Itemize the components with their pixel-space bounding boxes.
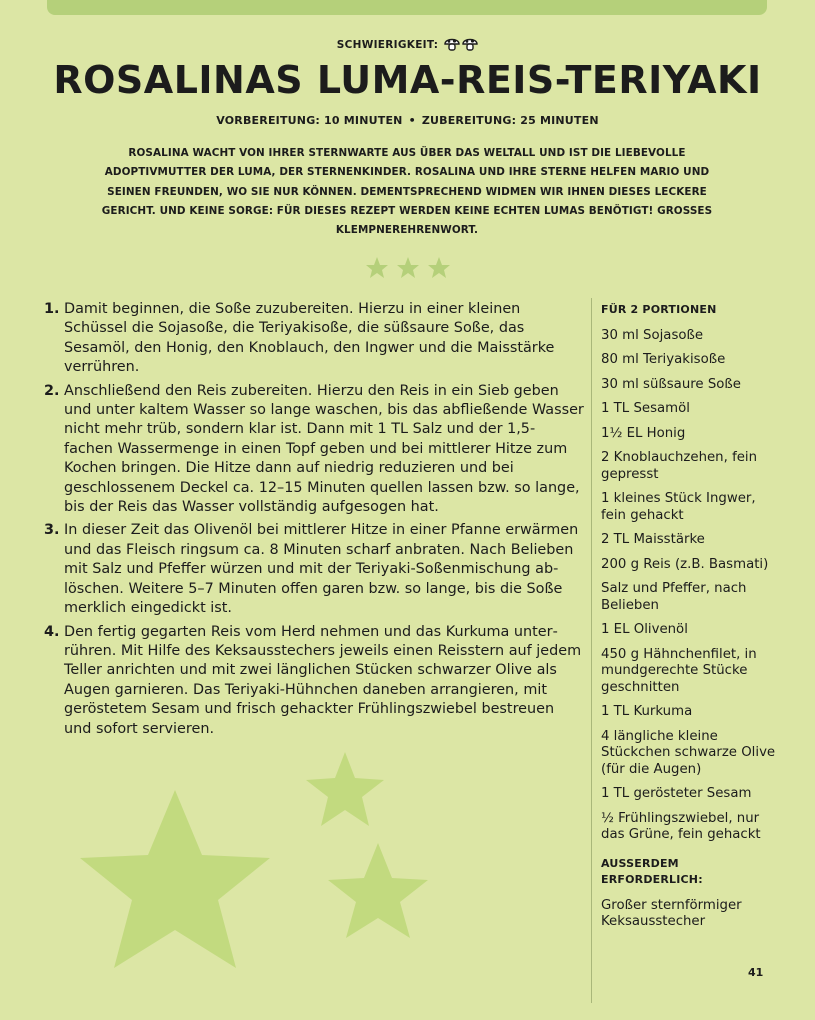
decorative-stars xyxy=(361,254,456,282)
ingredients-heading: FÜR 2 PORTIONEN xyxy=(601,303,717,316)
step-text: In dieser Zeit das Olivenöl bei mittlerer Hitze in einer Pfanne erwärmen und das Fleisch ringsum ca. 8 Minuten scharf anbraten. Nach Belieben mit Salz und Pfeffer würzen und mit der Teriyaki-Soßenmischung ablöschen. Weitere 5–7 Minuten offen garen bzw. so lange, bis die Soße merklich eingedickt ist. xyxy=(64,522,579,617)
step-number: 1. xyxy=(44,301,60,317)
ingredient-item: 30 ml Sojasoße xyxy=(601,327,704,343)
cook-time: ZUBEREITUNG: 25 MINUTEN xyxy=(421,114,599,127)
ingredient-item: 2 Knoblauchzehen, fein gepresst xyxy=(601,450,758,482)
time-info xyxy=(0,114,815,127)
mushroom-icon xyxy=(462,36,478,54)
ingredient-item: Salz und Pfeffer, nach Belieben xyxy=(601,581,747,613)
difficulty-label: SCHWIERIGKEIT: xyxy=(336,39,439,51)
ingredient-item: 80 ml Teriyakisoße xyxy=(601,352,726,367)
time-separator: • xyxy=(408,114,416,127)
step-item xyxy=(44,521,584,618)
ingredient-item: 200 g Reis (z.B. Basmati) xyxy=(601,556,769,572)
step-text: Den fertig gegarten Reis vom Herd nehmen und das Kurkuma unterrühren. Mit Hilfe des Keksausstechers jeweils einen Reisstern auf jedem Teller anrichten und mit zwei länglichen Stücken schwarzer Olive als Augen garnieren. Das Teriyaki-Hühnchen daneben arrangieren, mit geröstetem Sesam und frisch gehackter Frühlingszwiebel bestreuen und sofort servieren. xyxy=(64,623,582,737)
step-item xyxy=(44,623,584,739)
ingredient-item: 450 g Hähnchenfilet, in mundgerechte Stücke geschnitten xyxy=(601,646,757,695)
star-icon xyxy=(366,257,388,278)
star-icon xyxy=(306,752,384,826)
ingredient-list xyxy=(601,328,781,844)
column-divider xyxy=(591,298,592,1003)
step-number: 4. xyxy=(44,623,60,640)
ingredients-panel xyxy=(601,302,781,939)
difficulty-rating xyxy=(0,36,815,54)
ingredient-item: 1½ EL Honig xyxy=(601,425,686,441)
page-number: 41 xyxy=(748,966,764,979)
ingredient-item: 1 EL Olivenöl xyxy=(601,622,688,637)
step-text: Damit beginnen, die Soße zuzubereiten. Hierzu in einer kleinen Schüssel die Sojasoße, die Teriyakisoße, die süßsaure Soße, das Sesamöl, den Honig, den Knoblauch, den Ingwer und die Maisstärke verrühren. xyxy=(64,301,555,376)
star-icon xyxy=(397,257,419,278)
extras-list xyxy=(601,898,781,931)
ingredient-item: ½ Frühlingszwiebel, nur das Grüne, fein gehackt xyxy=(601,810,761,842)
step-text: Anschließend den Reis zubereiten. Hierzu den Reis in ein Sieb geben und unter kaltem Wasser so lange waschen, bis das abfließende Wasser nicht mehr trüb, sondern klar ist. Dann mit 1 TL Salz und der 1,5-fachen Wassermenge in einen Topf geben und bei mittlerer Hitze zum Kochen bringen. Die Hitze dann auf niedrig reduzieren und bei geschlossenem Deckel ca. 12–15 Minuten quellen lassen bzw. so lange, bis der Reis das Wasser vollständig aufgesogen hat. xyxy=(64,382,584,516)
recipe-title: ROSALINAS LUMA-REIS-TERIYAKI xyxy=(53,58,762,102)
top-decoration-bar xyxy=(47,0,767,15)
mushroom-icon xyxy=(444,36,460,54)
step-item xyxy=(44,300,584,378)
recipe-intro: ROSALINA WACHT VON IHRER STERNWARTE AUS ÜBER DAS WELTALL UND IST DIE LIEBEVOLLE ADOPTIVMUTTER DER LUMA, DER STERNENKINDER. ROSALINA UND IHRE STERNE HELFEN MARIO UND SEINEN FREUNDEN, WO SIE NUR KÖNNEN. DEMENTSPRECHEND WIDMEN WIR IHNEN DIESES LECKERE GERICHT. UND KEINE SORGE: FÜR DIESES REZEPT WERDEN KEINE ECHTEN LUMAS BENÖTIGT! GROSSES KLEMPNEREHRENWORT. xyxy=(101,147,713,237)
step-number: 2. xyxy=(44,382,60,399)
ingredient-item: 1 TL Kurkuma xyxy=(601,704,693,719)
ingredient-item: 1 kleines Stück Ingwer, fein gehackt xyxy=(601,491,756,523)
step-item xyxy=(44,382,584,518)
ingredient-item: 1 TL gerösteter Sesam xyxy=(601,786,752,801)
step-number: 3. xyxy=(44,522,60,539)
star-icon xyxy=(80,790,270,968)
star-icon xyxy=(328,843,428,938)
extras-item: Großer sternförmiger Keksausstecher xyxy=(601,897,742,929)
star-icon xyxy=(428,257,450,278)
ingredient-item: 4 längliche kleine Stückchen schwarze Olive (für die Augen) xyxy=(601,728,776,777)
instruction-steps xyxy=(44,300,584,743)
extras-heading: AUSSERDEM ERFORDERLICH: xyxy=(601,856,703,886)
ingredient-item: 30 ml süßsaure Soße xyxy=(601,376,741,392)
ingredient-item: 2 TL Maisstärke xyxy=(601,532,705,547)
prep-time: VORBEREITUNG: 10 MINUTEN xyxy=(216,114,403,127)
ingredient-item: 1 TL Sesamöl xyxy=(601,401,690,416)
